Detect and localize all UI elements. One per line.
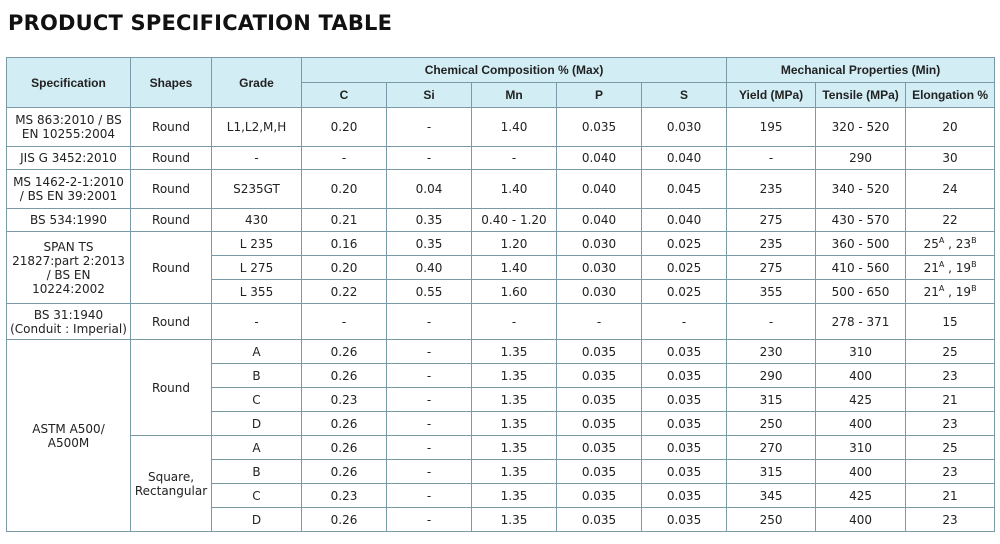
si-cell: 0.40 xyxy=(387,256,472,280)
yield-cell: 235 xyxy=(727,170,816,209)
grade-cell: 430 xyxy=(212,209,302,232)
note-b-marker: B xyxy=(971,284,977,293)
c-cell: 0.23 xyxy=(302,388,387,412)
tensile-cell: 278 - 371 xyxy=(816,304,906,340)
header-yield: Yield (MPa) xyxy=(727,83,816,108)
shape-cell: Round xyxy=(131,340,212,436)
header-tensile: Tensile (MPa) xyxy=(816,83,906,108)
s-cell: 0.035 xyxy=(642,508,727,532)
elongation-b-value: 19 xyxy=(955,261,972,275)
elongation-cell: 25 xyxy=(906,436,995,460)
mn-cell: 1.35 xyxy=(472,412,557,436)
p-cell: 0.030 xyxy=(557,232,642,256)
page-title: PRODUCT SPECIFICATION TABLE xyxy=(8,11,393,35)
grade-cell: D xyxy=(212,412,302,436)
p-cell: 0.030 xyxy=(557,256,642,280)
c-cell: 0.20 xyxy=(302,108,387,147)
grade-cell: L 235 xyxy=(212,232,302,256)
si-cell: - xyxy=(387,508,472,532)
p-cell: 0.035 xyxy=(557,484,642,508)
tensile-cell: 430 - 570 xyxy=(816,209,906,232)
elongation-cell: 30 xyxy=(906,147,995,170)
s-cell: 0.025 xyxy=(642,280,727,304)
s-cell: 0.035 xyxy=(642,484,727,508)
p-cell: 0.035 xyxy=(557,340,642,364)
table-row xyxy=(7,108,995,147)
yield-cell: 250 xyxy=(727,508,816,532)
p-cell: 0.040 xyxy=(557,209,642,232)
mn-cell: 1.35 xyxy=(472,340,557,364)
elongation-cell: 24 xyxy=(906,170,995,209)
header-p: P xyxy=(557,83,642,108)
c-cell: 0.26 xyxy=(302,436,387,460)
s-cell: 0.035 xyxy=(642,340,727,364)
s-cell: 0.025 xyxy=(642,256,727,280)
header-c: C xyxy=(302,83,387,108)
shape-cell: Round xyxy=(131,232,212,304)
header-s: S xyxy=(642,83,727,108)
elongation-b-value: 19 xyxy=(955,285,972,299)
s-cell: - xyxy=(642,304,727,340)
mn-cell: - xyxy=(472,304,557,340)
si-cell: 0.55 xyxy=(387,280,472,304)
grade-cell: A xyxy=(212,340,302,364)
grade-cell: C xyxy=(212,388,302,412)
spec-cell: BS 31:1940 (Conduit : Imperial) xyxy=(7,304,131,340)
p-cell: - xyxy=(557,304,642,340)
tensile-cell: 310 xyxy=(816,436,906,460)
s-cell: 0.025 xyxy=(642,232,727,256)
si-cell: - xyxy=(387,460,472,484)
tensile-cell: 360 - 500 xyxy=(816,232,906,256)
tensile-cell: 425 xyxy=(816,388,906,412)
elongation-cell: 20 xyxy=(906,108,995,147)
si-cell: - xyxy=(387,147,472,170)
header-row-primary xyxy=(7,58,995,83)
grade-cell: C xyxy=(212,484,302,508)
si-cell: - xyxy=(387,340,472,364)
elongation-cell: 15 xyxy=(906,304,995,340)
grade-cell: B xyxy=(212,460,302,484)
spec-cell: MS 1462-2-1:2010 / BS EN 39:2001 xyxy=(7,170,131,209)
mn-cell: 1.35 xyxy=(472,388,557,412)
p-cell: 0.035 xyxy=(557,436,642,460)
elongation-cell: 25 xyxy=(906,340,995,364)
tensile-cell: 320 - 520 xyxy=(816,108,906,147)
s-cell: 0.035 xyxy=(642,436,727,460)
p-cell: 0.040 xyxy=(557,147,642,170)
mn-cell: 1.35 xyxy=(472,364,557,388)
si-cell: - xyxy=(387,412,472,436)
product-specification-table xyxy=(6,57,995,532)
elongation-cell: 23 xyxy=(906,412,995,436)
yield-cell: 275 xyxy=(727,209,816,232)
c-cell: - xyxy=(302,147,387,170)
header-grade: Grade xyxy=(212,58,302,108)
p-cell: 0.035 xyxy=(557,388,642,412)
p-cell: 0.035 xyxy=(557,108,642,147)
c-cell: 0.23 xyxy=(302,484,387,508)
c-cell: 0.26 xyxy=(302,364,387,388)
mn-cell: - xyxy=(472,147,557,170)
shape-cell: Square, Rectangular xyxy=(131,436,212,532)
tensile-cell: 500 - 650 xyxy=(816,280,906,304)
spec-cell: SPAN TS 21827:part 2:2013 / BS EN 10224:2002 xyxy=(7,232,131,304)
tensile-cell: 340 - 520 xyxy=(816,170,906,209)
table-row xyxy=(7,147,995,170)
tensile-cell: 425 xyxy=(816,484,906,508)
c-cell: 0.21 xyxy=(302,209,387,232)
si-cell: - xyxy=(387,108,472,147)
shape-cell: Round xyxy=(131,147,212,170)
p-cell: 0.035 xyxy=(557,460,642,484)
si-cell: - xyxy=(387,436,472,460)
tensile-cell: 410 - 560 xyxy=(816,256,906,280)
spec-cell: JIS G 3452:2010 xyxy=(7,147,131,170)
c-cell: - xyxy=(302,304,387,340)
s-cell: 0.035 xyxy=(642,364,727,388)
table-row xyxy=(7,436,995,460)
yield-cell: 235 xyxy=(727,232,816,256)
spec-cell: ASTM A500/ A500M xyxy=(7,340,131,532)
yield-cell: - xyxy=(727,304,816,340)
grade-cell: - xyxy=(212,147,302,170)
p-cell: 0.040 xyxy=(557,170,642,209)
yield-cell: 275 xyxy=(727,256,816,280)
si-cell: - xyxy=(387,304,472,340)
yield-cell: 250 xyxy=(727,412,816,436)
yield-cell: 290 xyxy=(727,364,816,388)
s-cell: 0.035 xyxy=(642,412,727,436)
p-cell: 0.035 xyxy=(557,508,642,532)
elongation-cell: 21 xyxy=(906,484,995,508)
s-cell: 0.030 xyxy=(642,108,727,147)
tensile-cell: 290 xyxy=(816,147,906,170)
si-cell: - xyxy=(387,484,472,508)
elongation-cell: $21^A$ , $19^B$ xyxy=(906,280,995,304)
s-cell: 0.045 xyxy=(642,170,727,209)
si-cell: 0.35 xyxy=(387,232,472,256)
c-cell: 0.26 xyxy=(302,460,387,484)
header-si: Si xyxy=(387,83,472,108)
c-cell: 0.20 xyxy=(302,256,387,280)
elongation-cell: $25^A$ , $23^B$ xyxy=(906,232,995,256)
tensile-cell: 400 xyxy=(816,508,906,532)
note-a-marker: A xyxy=(938,236,945,245)
note-b-marker: B xyxy=(971,260,977,269)
c-cell: 0.26 xyxy=(302,508,387,532)
c-cell: 0.20 xyxy=(302,170,387,209)
mn-cell: 1.35 xyxy=(472,484,557,508)
yield-cell: 315 xyxy=(727,388,816,412)
header-mechanical-properties: Mechanical Properties (Min) xyxy=(727,58,995,83)
mn-cell: 0.40 - 1.20 xyxy=(472,209,557,232)
c-cell: 0.16 xyxy=(302,232,387,256)
header-mn: Mn xyxy=(472,83,557,108)
elongation-a-value: 21 xyxy=(923,261,939,275)
table-row xyxy=(7,340,995,364)
note-a-marker: A xyxy=(938,284,945,293)
yield-cell: - xyxy=(727,147,816,170)
grade-cell: B xyxy=(212,364,302,388)
elongation-cell: 23 xyxy=(906,508,995,532)
table-row xyxy=(7,209,995,232)
elongation-cell: 22 xyxy=(906,209,995,232)
mn-cell: 1.60 xyxy=(472,280,557,304)
grade-cell: L 355 xyxy=(212,280,302,304)
tensile-cell: 310 xyxy=(816,340,906,364)
shape-cell: Round xyxy=(131,170,212,209)
elongation-b-value: 23 xyxy=(955,237,972,251)
elongation-cell: $21^A$ , $19^B$ xyxy=(906,256,995,280)
header-shapes: Shapes xyxy=(131,58,212,108)
p-cell: 0.030 xyxy=(557,280,642,304)
grade-cell: S235GT xyxy=(212,170,302,209)
mn-cell: 1.40 xyxy=(472,108,557,147)
s-cell: 0.040 xyxy=(642,209,727,232)
mn-cell: 1.35 xyxy=(472,436,557,460)
yield-cell: 195 xyxy=(727,108,816,147)
spec-cell: BS 534:1990 xyxy=(7,209,131,232)
header-chemical-composition: Chemical Composition % (Max) xyxy=(302,58,727,83)
c-cell: 0.26 xyxy=(302,412,387,436)
yield-cell: 315 xyxy=(727,460,816,484)
si-cell: 0.04 xyxy=(387,170,472,209)
grade-cell: - xyxy=(212,304,302,340)
mn-cell: 1.35 xyxy=(472,460,557,484)
table-row xyxy=(7,170,995,209)
shape-cell: Round xyxy=(131,304,212,340)
table-row xyxy=(7,304,995,340)
mn-cell: 1.40 xyxy=(472,256,557,280)
note-b-marker: B xyxy=(971,236,977,245)
yield-cell: 355 xyxy=(727,280,816,304)
elongation-a-value: 25 xyxy=(923,237,939,251)
grade-cell: A xyxy=(212,436,302,460)
si-cell: - xyxy=(387,364,472,388)
p-cell: 0.035 xyxy=(557,412,642,436)
p-cell: 0.035 xyxy=(557,364,642,388)
c-cell: 0.26 xyxy=(302,340,387,364)
spec-cell: MS 863:2010 / BS EN 10255:2004 xyxy=(7,108,131,147)
tensile-cell: 400 xyxy=(816,460,906,484)
note-a-marker: A xyxy=(938,260,945,269)
c-cell: 0.22 xyxy=(302,280,387,304)
si-cell: 0.35 xyxy=(387,209,472,232)
s-cell: 0.035 xyxy=(642,460,727,484)
elongation-cell: 23 xyxy=(906,364,995,388)
table-row xyxy=(7,232,995,256)
mn-cell: 1.35 xyxy=(472,508,557,532)
s-cell: 0.040 xyxy=(642,147,727,170)
s-cell: 0.035 xyxy=(642,388,727,412)
mn-cell: 1.40 xyxy=(472,170,557,209)
header-elongation: Elongation % xyxy=(906,83,995,108)
header-specification: Specification xyxy=(7,58,131,108)
tensile-cell: 400 xyxy=(816,364,906,388)
shape-cell: Round xyxy=(131,108,212,147)
shape-cell: Round xyxy=(131,209,212,232)
yield-cell: 230 xyxy=(727,340,816,364)
mn-cell: 1.20 xyxy=(472,232,557,256)
grade-cell: D xyxy=(212,508,302,532)
si-cell: - xyxy=(387,388,472,412)
elongation-a-value: 21 xyxy=(923,285,939,299)
elongation-cell: 21 xyxy=(906,388,995,412)
yield-cell: 345 xyxy=(727,484,816,508)
tensile-cell: 400 xyxy=(816,412,906,436)
yield-cell: 270 xyxy=(727,436,816,460)
elongation-cell: 23 xyxy=(906,460,995,484)
grade-cell: L 275 xyxy=(212,256,302,280)
grade-cell: L1,L2,M,H xyxy=(212,108,302,147)
